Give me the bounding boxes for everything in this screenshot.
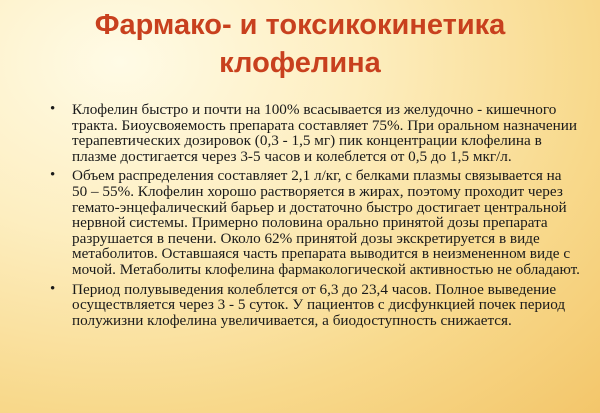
slide-title-line-2: клофелина [219, 47, 381, 79]
bullet-text: Клофелин быстро и почти на 100% всасывается из желудочно - кишечного тракта. Биоусвояемость препарата составляет 75%. При оральном назначении терапевтических дозировок (0,3 - 1,5 мг) пик концентрации клофелина в плазме достигается через 3-5 часов и колеблется от 0,5 до 1,5 мкг/л. [72, 101, 578, 165]
bullet-dot-icon: • [50, 101, 56, 117]
slide-title [0, 6, 600, 82]
bullet-item-distribution [50, 168, 580, 277]
bullet-text: Объем распределения составляет 2,1 л/кг, с белками плазмы связывается на 50 – 55%. Клофелин хорошо растворяется в жирах, поэтому проходит через гемато-энцефалический барьер и достаточно быстро достигает центральной нервной системы. Примерно половина орально принятой дозы препарата разрушается в печени. Около 62% принятой дозы экскретируется в виде метаболитов. Оставшаяся часть препарата выводится в неизмененном виде с мочой. Метаболиты клофелина фармакологической активностью не обладают. [72, 167, 580, 278]
bullet-item-elimination [50, 282, 580, 329]
bullet-list [50, 102, 580, 332]
bullet-dot-icon: • [50, 280, 56, 297]
bullet-dot-icon: • [50, 167, 56, 184]
bullet-text: Период полувыведения колеблется от 6,3 до 23,4 часов. Полное выведение осуществляется через 3 - 5 суток. У пациентов с дисфункцией почек период полужизни клофелина увеличивается, а биодоступность снижается. [72, 280, 566, 329]
slide-title-line-1: Фармако- и токсикокинетика [94, 9, 506, 41]
bullet-item-absorption [50, 102, 580, 164]
